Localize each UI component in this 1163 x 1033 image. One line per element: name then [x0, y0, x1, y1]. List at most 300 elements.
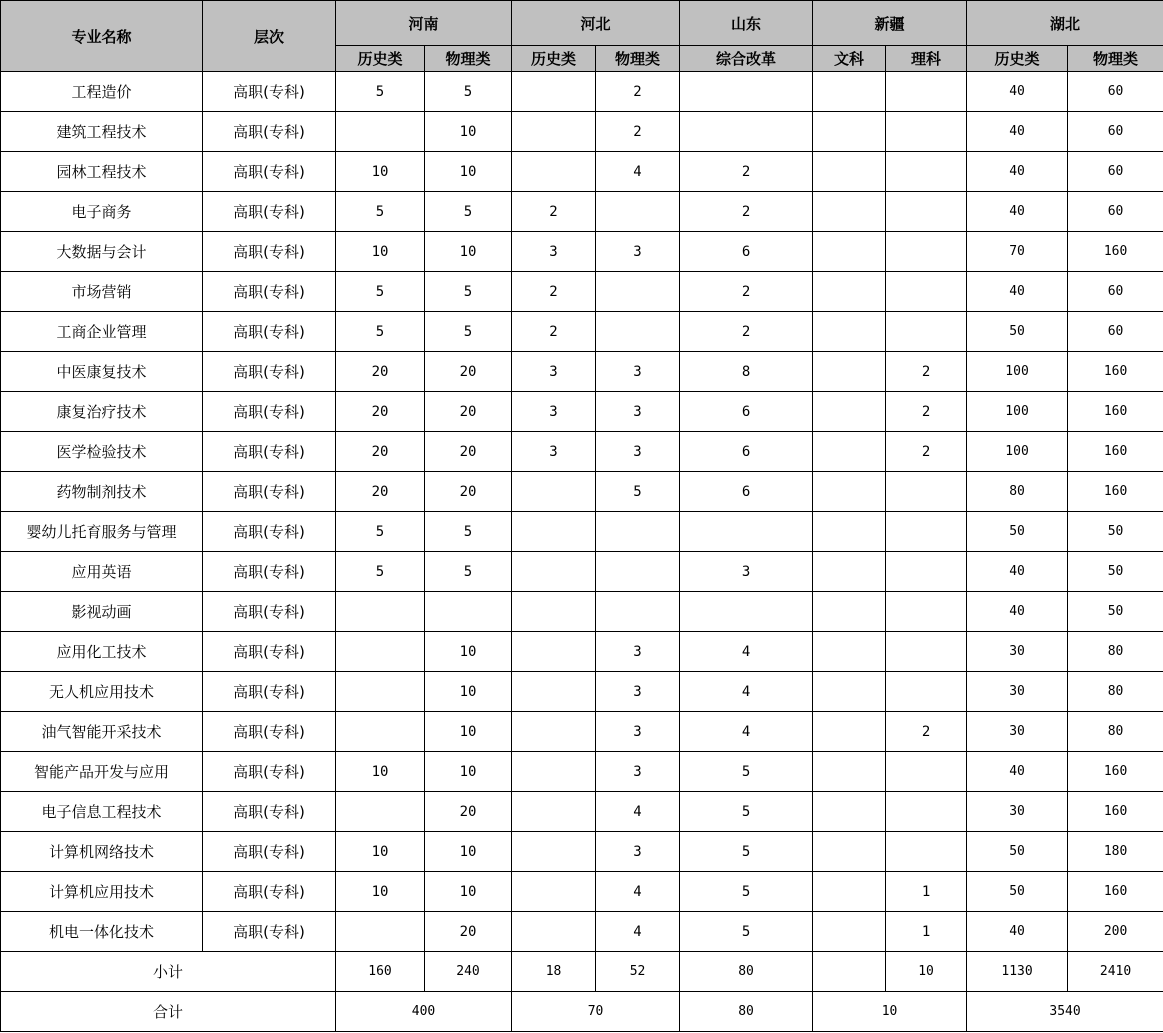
- cell-hebei-history: 2: [512, 312, 596, 352]
- cell-xinjiang-arts: [813, 112, 886, 152]
- cell-level: 高职(专科): [203, 752, 336, 792]
- cell-xinjiang-science: [886, 312, 967, 352]
- table-row: [1, 872, 1163, 912]
- cell-hubei-history: 30: [967, 792, 1068, 832]
- cell-hebei-history: 3: [512, 392, 596, 432]
- table-row: [1, 832, 1163, 872]
- cell-level: 高职(专科): [203, 912, 336, 952]
- cell-henan-history: 5: [336, 312, 425, 352]
- table-row: [1, 712, 1163, 752]
- cell-hebei-physics: 4: [596, 872, 680, 912]
- cell-xinjiang-arts: [813, 752, 886, 792]
- cell-level: 高职(专科): [203, 552, 336, 592]
- cell-henan-history: 10: [336, 832, 425, 872]
- cell-level: 高职(专科): [203, 472, 336, 512]
- cell-xinjiang-science: 1: [886, 912, 967, 952]
- cell-major-name: 建筑工程技术: [1, 112, 203, 152]
- table-row: [1, 672, 1163, 712]
- cell-henan-history: 10: [336, 872, 425, 912]
- subtotal-xinjiang-science: 10: [886, 952, 967, 992]
- subtotal-shandong: 80: [680, 952, 813, 992]
- cell-level: 高职(专科): [203, 112, 336, 152]
- cell-shandong-comprehensive: 2: [680, 312, 813, 352]
- cell-henan-history: 20: [336, 472, 425, 512]
- cell-henan-history: [336, 112, 425, 152]
- cell-henan-history: [336, 592, 425, 632]
- cell-major-name: 机电一体化技术: [1, 912, 203, 952]
- cell-xinjiang-arts: [813, 432, 886, 472]
- cell-hebei-physics: [596, 192, 680, 232]
- table-row: [1, 512, 1163, 552]
- cell-level: 高职(专科): [203, 232, 336, 272]
- cell-xinjiang-arts: [813, 312, 886, 352]
- cell-major-name: 大数据与会计: [1, 232, 203, 272]
- header-hubei-history: 历史类: [967, 46, 1068, 72]
- cell-hubei-physics: 60: [1068, 272, 1163, 312]
- cell-hubei-physics: 60: [1068, 72, 1163, 112]
- table-row: [1, 752, 1163, 792]
- cell-level: 高职(专科): [203, 72, 336, 112]
- cell-henan-history: 5: [336, 552, 425, 592]
- cell-major-name: 无人机应用技术: [1, 672, 203, 712]
- cell-major-name: 智能产品开发与应用: [1, 752, 203, 792]
- cell-level: 高职(专科): [203, 792, 336, 832]
- cell-hebei-history: [512, 512, 596, 552]
- cell-hubei-physics: 160: [1068, 432, 1163, 472]
- cell-henan-history: [336, 912, 425, 952]
- cell-henan-history: 5: [336, 272, 425, 312]
- cell-shandong-comprehensive: 5: [680, 752, 813, 792]
- cell-hubei-physics: 60: [1068, 192, 1163, 232]
- cell-hubei-history: 30: [967, 672, 1068, 712]
- cell-level: 高职(专科): [203, 512, 336, 552]
- cell-shandong-comprehensive: 2: [680, 192, 813, 232]
- cell-hebei-history: 3: [512, 352, 596, 392]
- cell-xinjiang-arts: [813, 712, 886, 752]
- subtotal-hubei-history: 1130: [967, 952, 1068, 992]
- cell-hubei-physics: 200: [1068, 912, 1163, 952]
- cell-hubei-history: 50: [967, 512, 1068, 552]
- cell-hubei-history: 100: [967, 432, 1068, 472]
- cell-hubei-physics: 50: [1068, 552, 1163, 592]
- total-row: [1, 992, 1163, 1032]
- table-row: [1, 392, 1163, 432]
- cell-shandong-comprehensive: 5: [680, 912, 813, 952]
- cell-shandong-comprehensive: 5: [680, 792, 813, 832]
- cell-henan-physics: 20: [425, 352, 512, 392]
- cell-hubei-physics: 160: [1068, 752, 1163, 792]
- total-xinjiang: 10: [813, 992, 967, 1032]
- table-row: [1, 912, 1163, 952]
- cell-xinjiang-science: [886, 592, 967, 632]
- cell-xinjiang-arts: [813, 592, 886, 632]
- cell-xinjiang-science: [886, 112, 967, 152]
- table-row: [1, 552, 1163, 592]
- total-label: 合计: [1, 992, 336, 1032]
- cell-major-name: 医学检验技术: [1, 432, 203, 472]
- cell-hebei-physics: [596, 512, 680, 552]
- total-hebei: 70: [512, 992, 680, 1032]
- cell-level: 高职(专科): [203, 712, 336, 752]
- cell-hubei-physics: 80: [1068, 632, 1163, 672]
- cell-henan-physics: 10: [425, 112, 512, 152]
- subtotal-henan-history: 160: [336, 952, 425, 992]
- cell-hubei-physics: 50: [1068, 592, 1163, 632]
- cell-hebei-physics: 3: [596, 672, 680, 712]
- cell-major-name: 市场营销: [1, 272, 203, 312]
- cell-henan-physics: 10: [425, 832, 512, 872]
- cell-xinjiang-science: [886, 552, 967, 592]
- cell-hubei-physics: 180: [1068, 832, 1163, 872]
- cell-henan-physics: 20: [425, 432, 512, 472]
- cell-henan-history: [336, 712, 425, 752]
- cell-xinjiang-arts: [813, 72, 886, 112]
- cell-hebei-physics: 3: [596, 352, 680, 392]
- cell-shandong-comprehensive: [680, 512, 813, 552]
- header-hebei-history: 历史类: [512, 46, 596, 72]
- cell-shandong-comprehensive: [680, 72, 813, 112]
- cell-xinjiang-arts: [813, 792, 886, 832]
- cell-henan-physics: 10: [425, 232, 512, 272]
- header-shandong-comprehensive: 综合改革: [680, 46, 813, 72]
- cell-hubei-physics: 160: [1068, 872, 1163, 912]
- cell-shandong-comprehensive: 2: [680, 152, 813, 192]
- subtotal-label: 小计: [1, 952, 336, 992]
- cell-henan-physics: 5: [425, 312, 512, 352]
- cell-hubei-history: 50: [967, 872, 1068, 912]
- cell-shandong-comprehensive: 6: [680, 232, 813, 272]
- cell-hubei-history: 40: [967, 72, 1068, 112]
- header-level: 层次: [203, 1, 336, 72]
- cell-hebei-physics: 3: [596, 432, 680, 472]
- cell-hubei-history: 100: [967, 392, 1068, 432]
- table-footer: [1, 952, 1163, 1032]
- cell-hebei-history: [512, 152, 596, 192]
- cell-hubei-history: 70: [967, 232, 1068, 272]
- cell-xinjiang-science: [886, 72, 967, 112]
- cell-hebei-physics: 3: [596, 712, 680, 752]
- cell-hubei-physics: 60: [1068, 112, 1163, 152]
- cell-hubei-physics: 60: [1068, 312, 1163, 352]
- cell-henan-physics: 20: [425, 472, 512, 512]
- table-row: [1, 112, 1163, 152]
- subtotal-henan-physics: 240: [425, 952, 512, 992]
- cell-henan-history: [336, 632, 425, 672]
- cell-henan-physics: [425, 592, 512, 632]
- cell-hubei-physics: 160: [1068, 392, 1163, 432]
- cell-xinjiang-science: [886, 512, 967, 552]
- cell-major-name: 油气智能开采技术: [1, 712, 203, 752]
- cell-xinjiang-science: [886, 832, 967, 872]
- table-row: [1, 432, 1163, 472]
- table-row: [1, 352, 1163, 392]
- cell-henan-history: 5: [336, 512, 425, 552]
- cell-xinjiang-arts: [813, 392, 886, 432]
- cell-major-name: 应用英语: [1, 552, 203, 592]
- cell-henan-history: 5: [336, 72, 425, 112]
- cell-hubei-history: 40: [967, 552, 1068, 592]
- cell-major-name: 药物制剂技术: [1, 472, 203, 512]
- cell-henan-physics: 10: [425, 712, 512, 752]
- cell-major-name: 计算机应用技术: [1, 872, 203, 912]
- cell-level: 高职(专科): [203, 872, 336, 912]
- cell-major-name: 计算机网络技术: [1, 832, 203, 872]
- cell-henan-physics: 10: [425, 152, 512, 192]
- cell-xinjiang-arts: [813, 472, 886, 512]
- cell-hebei-physics: [596, 272, 680, 312]
- cell-major-name: 工商企业管理: [1, 312, 203, 352]
- table-row: [1, 272, 1163, 312]
- cell-xinjiang-arts: [813, 672, 886, 712]
- cell-xinjiang-science: [886, 632, 967, 672]
- cell-hubei-physics: 50: [1068, 512, 1163, 552]
- cell-xinjiang-arts: [813, 272, 886, 312]
- cell-henan-physics: 20: [425, 792, 512, 832]
- cell-level: 高职(专科): [203, 192, 336, 232]
- table-row: [1, 232, 1163, 272]
- cell-hebei-physics: 3: [596, 232, 680, 272]
- total-shandong: 80: [680, 992, 813, 1032]
- cell-hubei-history: 50: [967, 832, 1068, 872]
- cell-hubei-history: 40: [967, 592, 1068, 632]
- table-header: [1, 1, 1163, 72]
- cell-xinjiang-science: [886, 192, 967, 232]
- cell-henan-history: 20: [336, 432, 425, 472]
- cell-shandong-comprehensive: 4: [680, 632, 813, 672]
- cell-hebei-physics: 2: [596, 72, 680, 112]
- cell-henan-physics: 10: [425, 872, 512, 912]
- cell-hebei-physics: 3: [596, 392, 680, 432]
- header-xinjiang-arts: 文科: [813, 46, 886, 72]
- cell-henan-history: [336, 672, 425, 712]
- cell-henan-history: 5: [336, 192, 425, 232]
- cell-hebei-history: 2: [512, 192, 596, 232]
- table-row: [1, 152, 1163, 192]
- cell-major-name: 康复治疗技术: [1, 392, 203, 432]
- cell-hebei-history: 3: [512, 432, 596, 472]
- cell-henan-physics: 20: [425, 912, 512, 952]
- cell-major-name: 园林工程技术: [1, 152, 203, 192]
- cell-xinjiang-science: [886, 792, 967, 832]
- cell-hubei-history: 40: [967, 272, 1068, 312]
- cell-shandong-comprehensive: [680, 592, 813, 632]
- cell-shandong-comprehensive: [680, 112, 813, 152]
- cell-xinjiang-science: [886, 272, 967, 312]
- cell-major-name: 工程造价: [1, 72, 203, 112]
- cell-level: 高职(专科): [203, 312, 336, 352]
- table-row: [1, 632, 1163, 672]
- cell-xinjiang-science: 2: [886, 392, 967, 432]
- cell-hebei-physics: 3: [596, 632, 680, 672]
- cell-henan-physics: 5: [425, 272, 512, 312]
- cell-henan-history: 10: [336, 152, 425, 192]
- cell-hubei-history: 100: [967, 352, 1068, 392]
- table-body: [1, 72, 1163, 952]
- total-hubei: 3540: [967, 992, 1163, 1032]
- table-row: [1, 592, 1163, 632]
- cell-henan-history: 10: [336, 232, 425, 272]
- subtotal-xinjiang-arts: [813, 952, 886, 992]
- cell-shandong-comprehensive: 5: [680, 832, 813, 872]
- cell-hebei-physics: [596, 592, 680, 632]
- cell-hubei-physics: 160: [1068, 472, 1163, 512]
- cell-henan-history: 10: [336, 752, 425, 792]
- cell-level: 高职(专科): [203, 592, 336, 632]
- subtotal-hebei-physics: 52: [596, 952, 680, 992]
- subtotal-hebei-history: 18: [512, 952, 596, 992]
- cell-hubei-history: 30: [967, 632, 1068, 672]
- cell-henan-history: 20: [336, 392, 425, 432]
- cell-xinjiang-arts: [813, 912, 886, 952]
- total-henan: 400: [336, 992, 512, 1032]
- cell-hubei-physics: 160: [1068, 232, 1163, 272]
- cell-xinjiang-science: [886, 232, 967, 272]
- table-row: [1, 792, 1163, 832]
- cell-hebei-history: 3: [512, 232, 596, 272]
- cell-xinjiang-science: [886, 672, 967, 712]
- cell-level: 高职(专科): [203, 272, 336, 312]
- cell-hubei-physics: 80: [1068, 672, 1163, 712]
- table-row: [1, 312, 1163, 352]
- cell-hubei-physics: 60: [1068, 152, 1163, 192]
- cell-hebei-history: [512, 592, 596, 632]
- cell-hebei-physics: 2: [596, 112, 680, 152]
- cell-hubei-history: 40: [967, 152, 1068, 192]
- cell-hebei-history: [512, 912, 596, 952]
- cell-henan-history: [336, 792, 425, 832]
- cell-major-name: 婴幼儿托育服务与管理: [1, 512, 203, 552]
- cell-xinjiang-arts: [813, 632, 886, 672]
- cell-shandong-comprehensive: 4: [680, 712, 813, 752]
- cell-hebei-history: [512, 872, 596, 912]
- cell-level: 高职(专科): [203, 432, 336, 472]
- header-henan-physics: 物理类: [425, 46, 512, 72]
- cell-hebei-physics: 4: [596, 152, 680, 192]
- cell-henan-physics: 10: [425, 672, 512, 712]
- cell-level: 高职(专科): [203, 392, 336, 432]
- cell-hubei-history: 40: [967, 112, 1068, 152]
- cell-hebei-history: [512, 552, 596, 592]
- cell-major-name: 应用化工技术: [1, 632, 203, 672]
- cell-xinjiang-science: [886, 472, 967, 512]
- cell-hubei-history: 40: [967, 912, 1068, 952]
- cell-shandong-comprehensive: 5: [680, 872, 813, 912]
- cell-level: 高职(专科): [203, 672, 336, 712]
- cell-hebei-history: 2: [512, 272, 596, 312]
- cell-xinjiang-arts: [813, 832, 886, 872]
- cell-level: 高职(专科): [203, 832, 336, 872]
- cell-henan-physics: 5: [425, 192, 512, 232]
- cell-hebei-history: [512, 832, 596, 872]
- cell-hebei-history: [512, 792, 596, 832]
- cell-hubei-physics: 160: [1068, 352, 1163, 392]
- table-row: [1, 72, 1163, 112]
- cell-shandong-comprehensive: 3: [680, 552, 813, 592]
- cell-henan-physics: 5: [425, 72, 512, 112]
- cell-hebei-physics: 4: [596, 912, 680, 952]
- cell-xinjiang-science: [886, 752, 967, 792]
- cell-level: 高职(专科): [203, 352, 336, 392]
- cell-xinjiang-science: 1: [886, 872, 967, 912]
- header-province-hebei: 河北: [512, 1, 680, 46]
- cell-xinjiang-science: 2: [886, 712, 967, 752]
- subtotal-row: [1, 952, 1163, 992]
- cell-hubei-physics: 160: [1068, 792, 1163, 832]
- cell-henan-physics: 20: [425, 392, 512, 432]
- cell-xinjiang-arts: [813, 872, 886, 912]
- cell-hebei-history: [512, 112, 596, 152]
- cell-hebei-physics: 3: [596, 752, 680, 792]
- header-hebei-physics: 物理类: [596, 46, 680, 72]
- cell-xinjiang-arts: [813, 552, 886, 592]
- header-province-shandong: 山东: [680, 1, 813, 46]
- cell-henan-history: 20: [336, 352, 425, 392]
- cell-hubei-history: 80: [967, 472, 1068, 512]
- cell-hebei-history: [512, 752, 596, 792]
- cell-hubei-history: 40: [967, 752, 1068, 792]
- cell-hebei-physics: [596, 312, 680, 352]
- header-province-henan: 河南: [336, 1, 512, 46]
- cell-xinjiang-arts: [813, 512, 886, 552]
- cell-hebei-history: [512, 472, 596, 512]
- cell-hebei-physics: 5: [596, 472, 680, 512]
- cell-hubei-history: 50: [967, 312, 1068, 352]
- cell-major-name: 电子商务: [1, 192, 203, 232]
- cell-shandong-comprehensive: 6: [680, 472, 813, 512]
- cell-shandong-comprehensive: 4: [680, 672, 813, 712]
- cell-hebei-physics: 3: [596, 832, 680, 872]
- header-major: 专业名称: [1, 1, 203, 72]
- cell-xinjiang-arts: [813, 192, 886, 232]
- cell-xinjiang-arts: [813, 152, 886, 192]
- cell-major-name: 电子信息工程技术: [1, 792, 203, 832]
- header-xinjiang-science: 理科: [886, 46, 967, 72]
- cell-shandong-comprehensive: 2: [680, 272, 813, 312]
- header-henan-history: 历史类: [336, 46, 425, 72]
- cell-xinjiang-arts: [813, 352, 886, 392]
- subtotal-hubei-physics: 2410: [1068, 952, 1163, 992]
- cell-xinjiang-science: [886, 152, 967, 192]
- cell-level: 高职(专科): [203, 632, 336, 672]
- table-row: [1, 192, 1163, 232]
- cell-hebei-history: [512, 632, 596, 672]
- cell-hebei-history: [512, 72, 596, 112]
- table-row: [1, 472, 1163, 512]
- cell-major-name: 中医康复技术: [1, 352, 203, 392]
- cell-henan-physics: 10: [425, 632, 512, 672]
- cell-shandong-comprehensive: 6: [680, 432, 813, 472]
- cell-henan-physics: 5: [425, 512, 512, 552]
- cell-level: 高职(专科): [203, 152, 336, 192]
- cell-hebei-history: [512, 712, 596, 752]
- cell-hebei-physics: [596, 552, 680, 592]
- cell-major-name: 影视动画: [1, 592, 203, 632]
- header-hubei-physics: 物理类: [1068, 46, 1163, 72]
- cell-shandong-comprehensive: 8: [680, 352, 813, 392]
- cell-henan-physics: 10: [425, 752, 512, 792]
- header-province-xinjiang: 新疆: [813, 1, 967, 46]
- cell-hubei-physics: 80: [1068, 712, 1163, 752]
- header-province-hubei: 湖北: [967, 1, 1163, 46]
- cell-xinjiang-arts: [813, 232, 886, 272]
- cell-hebei-history: [512, 672, 596, 712]
- cell-hubei-history: 40: [967, 192, 1068, 232]
- cell-shandong-comprehensive: 6: [680, 392, 813, 432]
- cell-xinjiang-science: 2: [886, 352, 967, 392]
- cell-hubei-history: 30: [967, 712, 1068, 752]
- cell-hebei-physics: 4: [596, 792, 680, 832]
- cell-xinjiang-science: 2: [886, 432, 967, 472]
